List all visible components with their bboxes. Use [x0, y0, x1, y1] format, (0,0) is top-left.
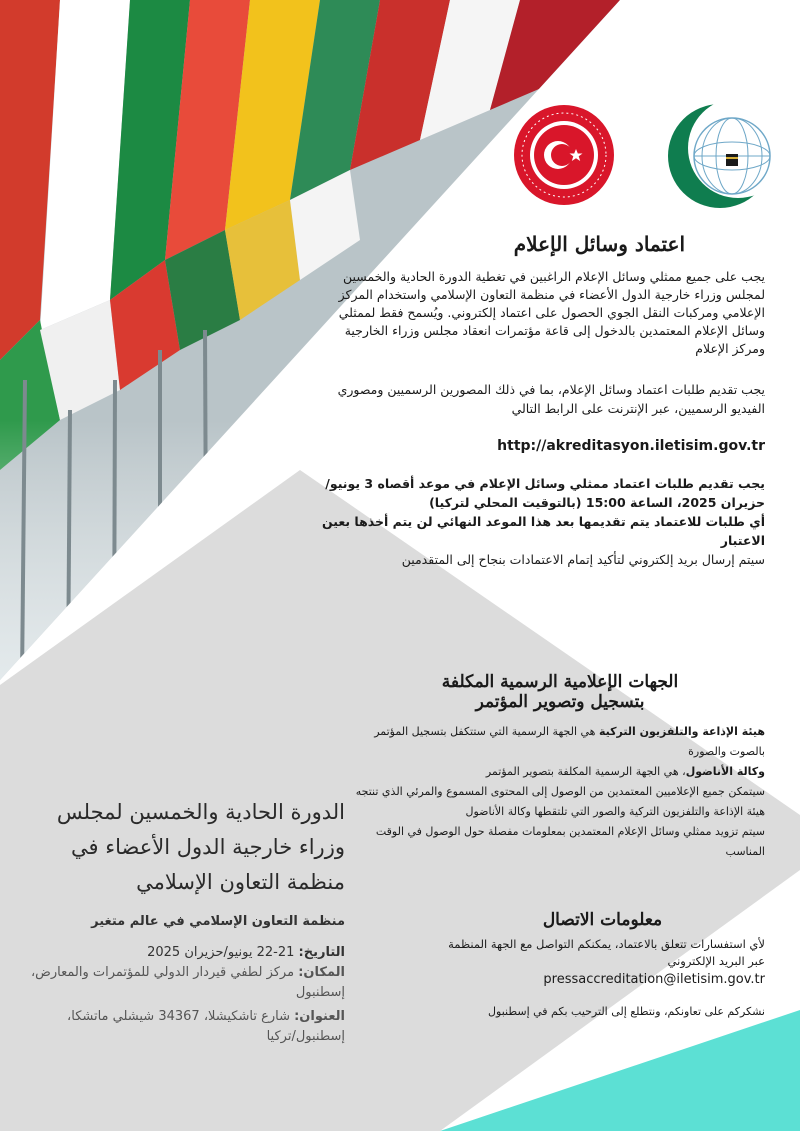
- official-heading-line2: بتسجيل وتصوير المؤتمر: [475, 692, 645, 712]
- access-paragraph: سيتمكن جميع الإعلاميين المعتمدين من الوصول إلى المحتوى المسموع والمرئي الذي تنتجه هيئة الإذاعة والتلفزيون التركية والصور التي تلتقطها وكالة الأناضول: [355, 785, 765, 818]
- venue-label: المكان:: [298, 965, 345, 980]
- trt-paragraph: [355, 722, 765, 762]
- media-heading: اعتماد وسائل الإعلام: [513, 232, 685, 256]
- accreditation-link[interactable]: http://akreditasyon.iletisim.gov.tr: [497, 438, 765, 454]
- trt-name: هيئة الإذاعة والتلفزيون التركية: [598, 725, 765, 738]
- official-media-section: [355, 672, 765, 862]
- aa-name: وكالة الأناضول: [685, 765, 765, 778]
- contact-email[interactable]: pressaccreditation@iletisim.gov.tr: [543, 972, 765, 987]
- contact-heading: معلومات الاتصال: [542, 910, 663, 930]
- aa-paragraph: [355, 762, 765, 782]
- media-paragraph-intro: يجب على جميع ممثلي وسائل الإعلام الراغبين في تغطية الدورة الحادية والخمسين لمجلس وزراء خارجية الدول الأعضاء في منظمة التعاون الإسلامي واستخدام المركز الإعلامي ومركبات النقل الجوي الحصول على اعتماد إلكتروني. ويُسمح فقط لممثلي وسائل الإعلام المعتمدين بالدخول إلى قاعة مؤتمرات انعقاد مجلس وزراء الخارجية ومركز الإعلام: [338, 269, 765, 356]
- contact-section: [440, 910, 765, 1020]
- venue-value: مركز لطفي قيردار الدولي للمؤتمرات والمعارض، إسطنبول: [30, 965, 345, 1000]
- address-label: العنوان:: [294, 1009, 345, 1024]
- contact-text: لأي استفسارات تتعلق بالاعتماد، يمكنكم التواصل مع الجهة المنظمة عبر البريد الإلكتروني: [448, 937, 765, 968]
- event-title: الدورة الحادية والخمسين لمجلس وزراء خارجية الدول الأعضاء في منظمة التعاون الإسلامي: [56, 800, 345, 894]
- official-heading-line1: الجهات الإعلامية الرسمية المكلفة: [441, 672, 679, 692]
- media-accreditation-section: [320, 232, 765, 569]
- foreign-ministry-logo: [512, 103, 616, 207]
- oic-logo: [660, 104, 780, 208]
- event-date: [20, 943, 345, 963]
- date-value: 21-22 يونيو/حزيران 2025: [147, 945, 299, 960]
- event-theme: منظمة التعاون الإسلامي في عالم متغير: [91, 914, 345, 929]
- event-address: [20, 1007, 345, 1047]
- info-paragraph: سيتم تزويد ممثلي وسائل الإعلام المعتمدين بمعلومات مفصلة حول الوصول في الوقت المناسب: [375, 825, 765, 858]
- event-info: [20, 795, 345, 1047]
- deadline-warning: أي طلبات للاعتماد يتم تقديمها بعد هذا الموعد النهائي لن يتم أخذها بعين الاعتبار: [321, 514, 765, 548]
- deadline-text: يجب تقديم طلبات اعتماد ممثلي وسائل الإعلام في موعد أقصاه 3 يونيو/ حزيران 2025، الساعة 15:00 (بالتوقيت المحلي لتركيا): [325, 476, 765, 510]
- date-label: التاريخ:: [298, 945, 345, 960]
- media-paragraph-online: يجب تقديم طلبات اعتماد وسائل الإعلام، بما في ذلك المصورين الرسميين ومصوري الفيديو الرسميين، عبر الإنترنت على الرابط التالي: [337, 382, 765, 416]
- event-venue: [20, 963, 345, 1003]
- trt-description: هي الجهة الرسمية التي ستتكفل بتسجيل المؤتمر بالصوت والصورة: [374, 725, 765, 758]
- aa-description: ، هي الجهة الرسمية المكلفة بتصوير المؤتمر: [485, 765, 686, 778]
- confirmation-text: سيتم إرسال بريد إلكتروني لتأكيد إتمام الاعتمادات بنجاح إلى المتقدمين: [401, 552, 765, 567]
- thanks-text: نشكركم على تعاونكم، ونتطلع إلى الترحيب بكم في إسطنبول: [488, 1005, 765, 1018]
- address-value: شارع تاشكيشلا، 34367 شيشلي ماتشكا، إسطنبول/تركيا: [67, 1009, 345, 1044]
